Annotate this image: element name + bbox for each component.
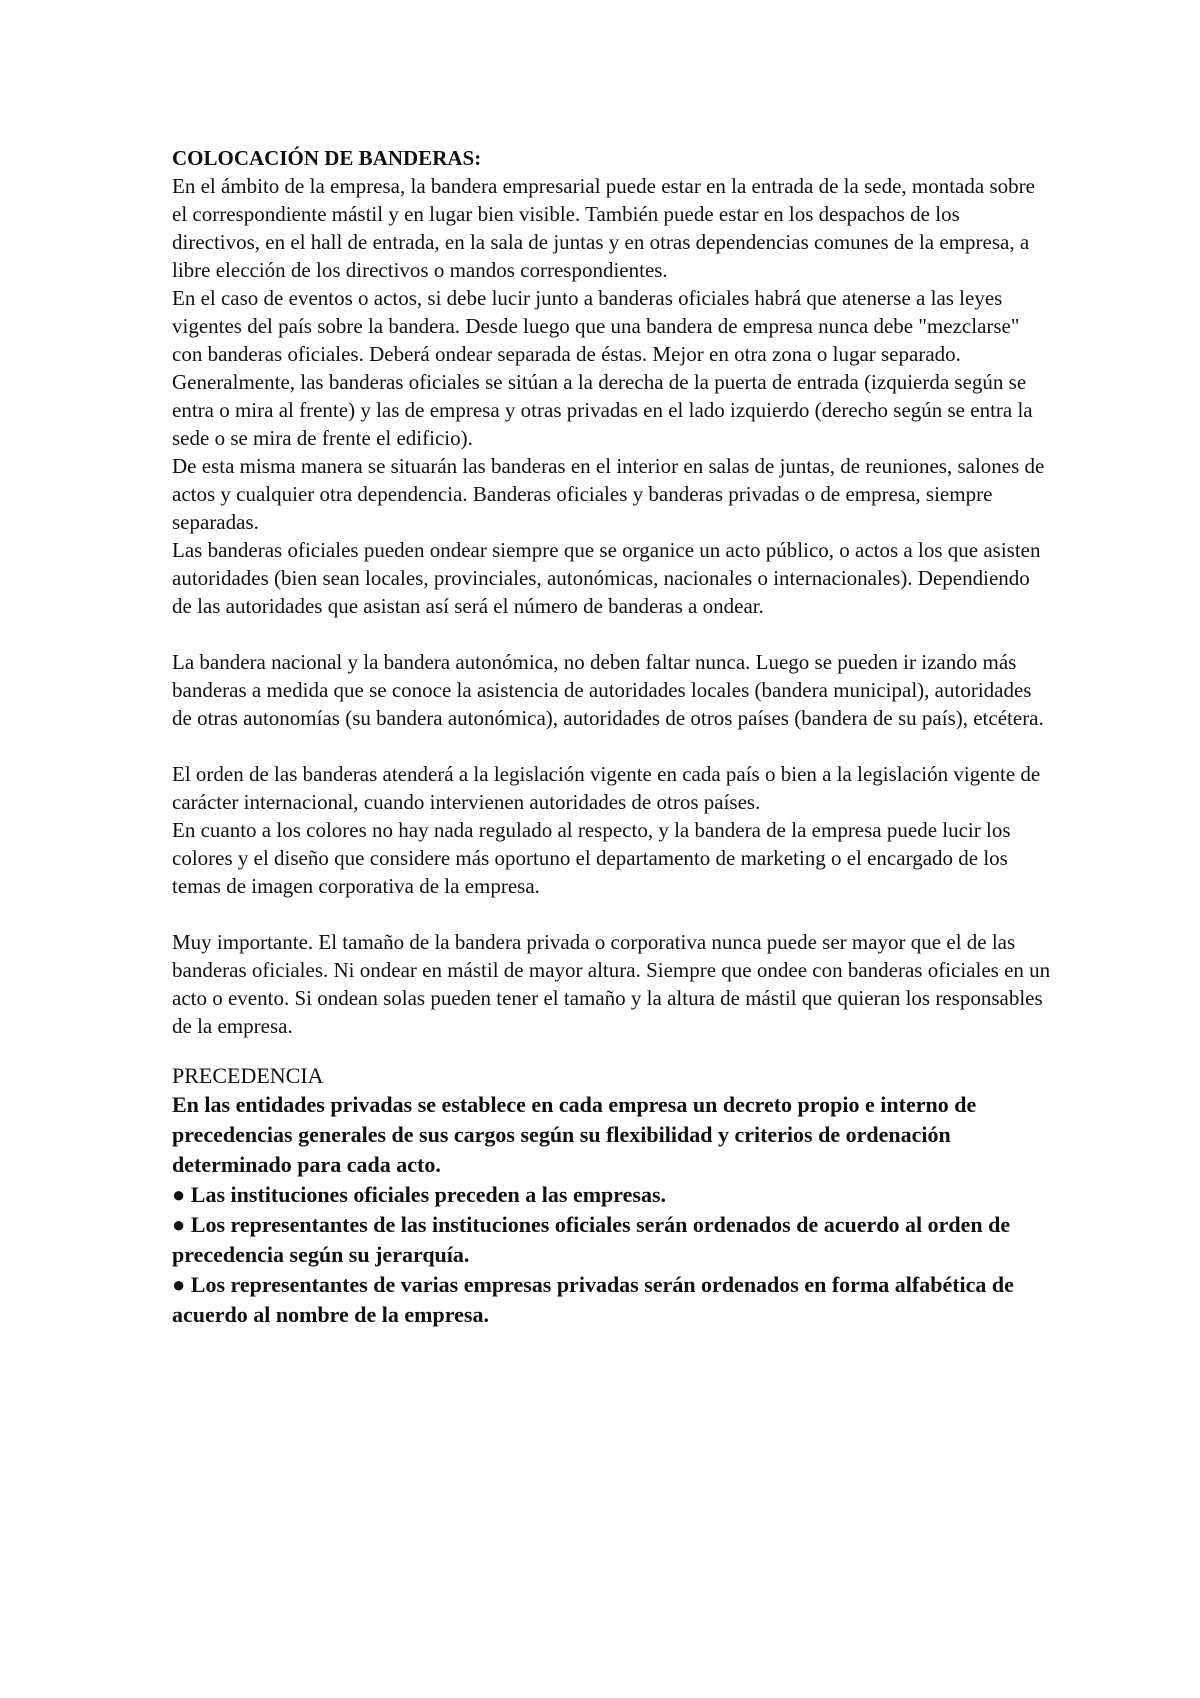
bullet-icon: ● — [172, 1212, 186, 1237]
bullet-item — [172, 1210, 1052, 1270]
section-title-colocacion: COLOCACIÓN DE BANDERAS: — [172, 146, 482, 170]
paragraph-eventos: En el caso de eventos o actos, si debe lucir junto a banderas oficiales habrá que atenerse a las leyes vigentes del país sobre la bandera. Desde luego que una bandera de empresa nunca debe "mezclarse" con banderas oficiales. Deberá ondear separada de éstas. Mejor en otra zona o lugar separado. — [172, 286, 1020, 366]
paragraph-generalmente: Generalmente, las banderas oficiales se sitúan a la derecha de la puerta de entrada (izquierda según se entra o mira al frente) y las de empresa y otras privadas en el lado izquierdo (derecho según se entra la sede o se mira de frente el edificio). — [172, 370, 1033, 450]
bullet-icon: ● — [172, 1182, 186, 1207]
paragraph-entidades: En las entidades privadas se establece en cada empresa un decreto propio e interno de precedencias generales de sus cargos según su flexibilidad y criterios de ordenación determinado para cada acto. — [172, 1092, 977, 1177]
bullet-item — [172, 1180, 1052, 1210]
paragraph-nacional: La bandera nacional y la bandera autonómica, no deben faltar nunca. Luego se pueden ir izando más banderas a medida que se conoce la asistencia de autoridades locales (bandera municipal), autoridades de otras autonomías (su bandera autonómica), autoridades de otros países (bandera de su país), etcétera. — [172, 650, 1044, 730]
bullet-text: Los representantes de las instituciones oficiales serán ordenados de acuerdo al orden de precedencia según su jerarquía. — [172, 1212, 1011, 1267]
spacer — [172, 620, 1052, 648]
bullet-item — [172, 1270, 1052, 1330]
spacer — [172, 900, 1052, 928]
bullet-text: Los representantes de varias empresas privadas serán ordenados en forma alfabética de acuerdo al nombre de la empresa. — [172, 1272, 1014, 1327]
paragraph-oficiales: Las banderas oficiales pueden ondear siempre que se organice un acto público, o actos a los que asisten autoridades (bien sean locales, provinciales, autonómicas, nacionales o internacionales). Dependiendo de las autoridades que asistan así será el número de banderas a ondear. — [172, 538, 1041, 618]
paragraph-colores: En cuanto a los colores no hay nada regulado al respecto, y la bandera de la empresa puede lucir los colores y el diseño que considere más oportuno el departamento de marketing o el encargado de los temas de imagen corporativa de la empresa. — [172, 818, 1011, 898]
spacer — [172, 732, 1052, 760]
spacer — [172, 1040, 1052, 1062]
precedencia-block — [172, 1090, 1052, 1330]
section-title-precedencia: PRECEDENCIA — [172, 1063, 324, 1088]
paragraph-orden: El orden de las banderas atenderá a la legislación vigente en cada país o bien a la legislación vigente de carácter internacional, cuando intervienen autoridades de otros países. — [172, 762, 1041, 814]
document-body — [172, 144, 1052, 1330]
paragraph-ambito: En el ámbito de la empresa, la bandera empresarial puede estar en la entrada de la sede, montada sobre el correspondiente mástil y en lugar bien visible. También puede estar en los despachos de los directivos, en el hall de entrada, en la sala de juntas y en otras dependencias comunes de la empresa, a libre elección de los directivos o mandos correspondientes. — [172, 174, 1035, 282]
bullet-icon: ● — [172, 1272, 186, 1297]
paragraph-importante: Muy importante. El tamaño de la bandera privada o corporativa nunca puede ser mayor que el de las banderas oficiales. Ni ondear en mástil de mayor altura. Siempre que ondee con banderas oficiales en un acto o evento. Si ondean solas pueden tener el tamaño y la altura de mástil que quieran los responsables de la empresa. — [172, 930, 1051, 1038]
bullet-text: Las instituciones oficiales preceden a las empresas. — [190, 1182, 667, 1207]
paragraph-interior: De esta misma manera se situarán las banderas en el interior en salas de juntas, de reuniones, salones de actos y cualquier otra dependencia. Banderas oficiales y banderas privadas o de empresa, siempre separadas. — [172, 454, 1045, 534]
